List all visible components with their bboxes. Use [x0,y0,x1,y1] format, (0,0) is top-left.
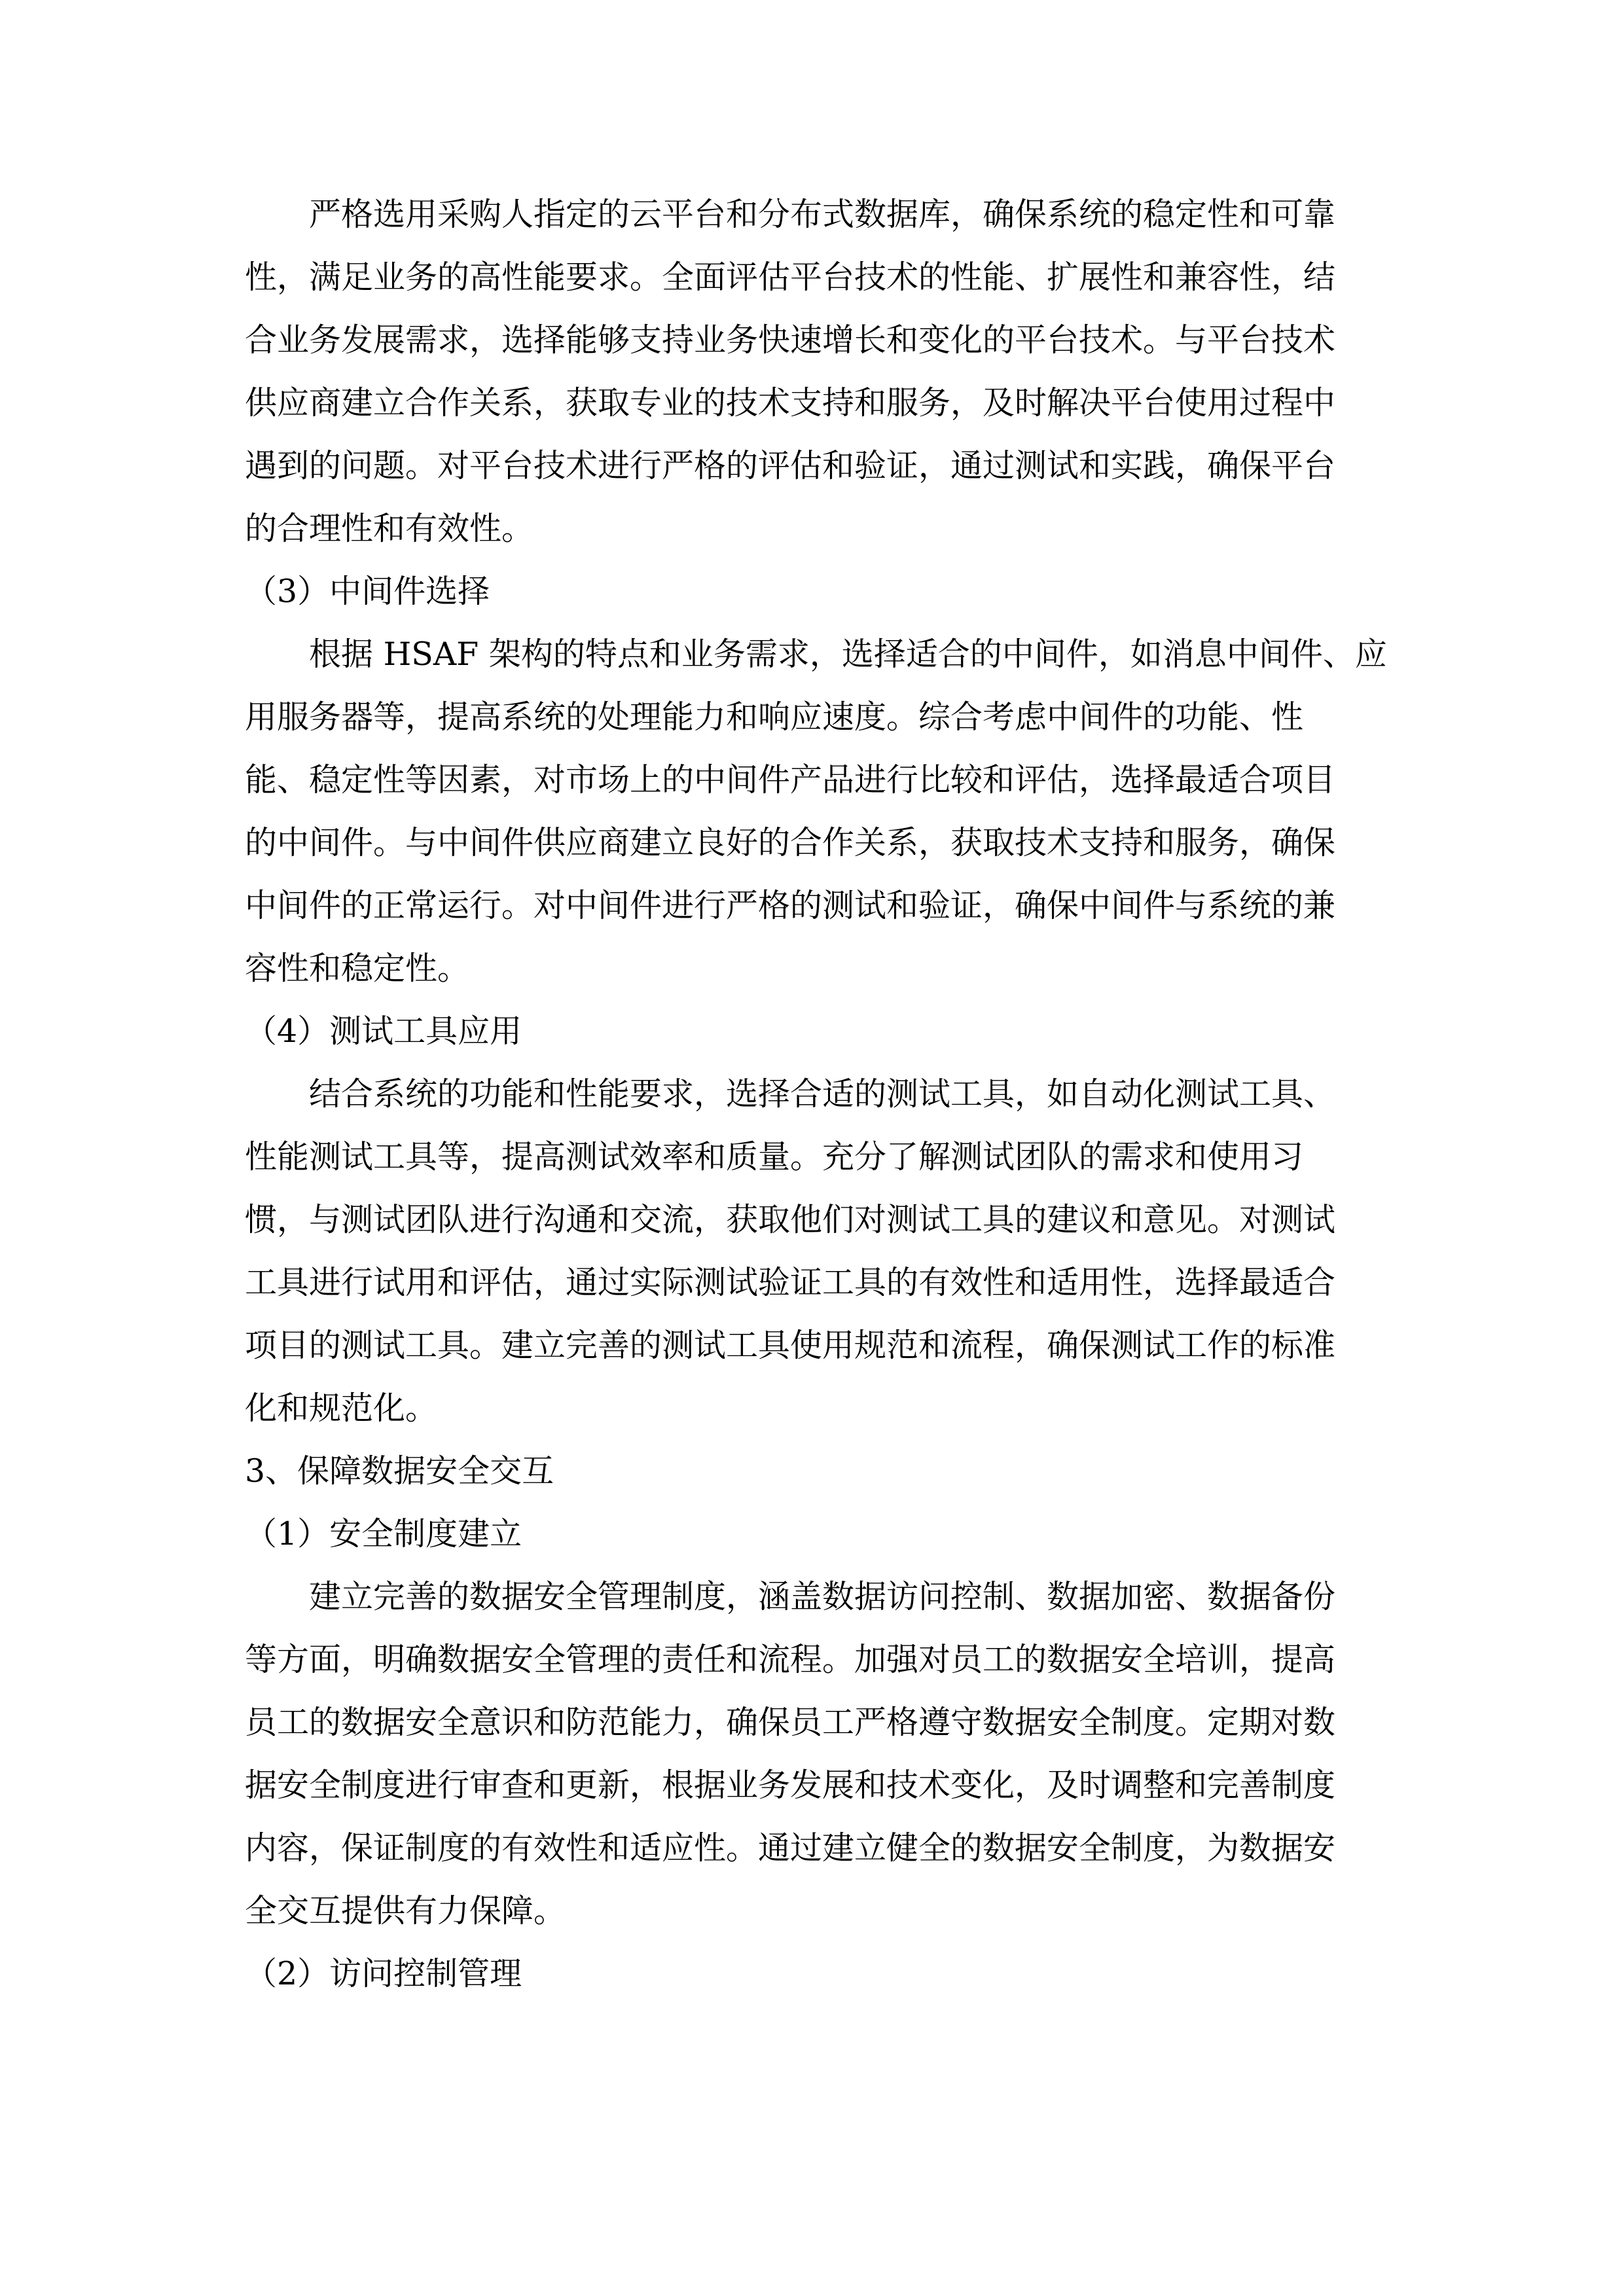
document-body [245,183,1388,2005]
text-line: 据安全制度进行审查和更新，根据业务发展和技术变化，及时调整和完善制度 [245,1767,1336,1804]
text-line: 建立完善的数据安全管理制度，涵盖数据访问控制、数据加密、数据备份 [309,1578,1336,1615]
text-line: 中间件的正常运行。对中间件进行严格的测试和验证，确保中间件与系统的兼 [245,887,1336,924]
text-line: 项目的测试工具。建立完善的测试工具使用规范和流程，确保测试工作的标准 [245,1327,1336,1364]
heading-middleware-selection: （3）中间件选择 [245,573,490,610]
text-line: 遇到的问题。对平台技术进行严格的评估和验证，通过测试和实践，确保平台 [245,447,1336,484]
text-line: 化和规范化。 [245,1390,438,1427]
text-line: 惯，与测试团队进行沟通和交流，获取他们对测试工具的建议和意见。对测试 [245,1201,1336,1238]
text-line: 结合系统的功能和性能要求，选择合适的测试工具，如自动化测试工具、 [309,1075,1336,1113]
heading-testing-tools: （4）测试工具应用 [245,1013,522,1050]
text-line: 性能测试工具等，提高测试效率和质量。充分了解测试团队的需求和使用习 [245,1138,1304,1175]
text-line: 内容，保证制度的有效性和适应性。通过建立健全的数据安全制度，为数据安 [245,1829,1336,1867]
text-line: 能、稳定性等因素，对市场上的中间件产品进行比较和评估，选择最适合项目 [245,761,1336,798]
text-line: 性，满足业务的高性能要求。全面评估平台技术的性能、扩展性和兼容性，结 [245,259,1336,296]
text-line: 的中间件。与中间件供应商建立良好的合作关系，获取技术支持和服务，确保 [245,824,1336,861]
text-line: 全交互提供有力保障。 [245,1892,566,1929]
heading-security-system: （1）安全制度建立 [245,1515,522,1552]
section-heading-data-security: 3、保障数据安全交互 [245,1452,554,1490]
text-line: 合业务发展需求，选择能够支持业务快速增长和变化的平台技术。与平台技术 [245,321,1336,359]
text-line: 等方面，明确数据安全管理的责任和流程。加强对员工的数据安全培训，提高 [245,1641,1336,1678]
text-line: 容性和稳定性。 [245,950,470,987]
text-line: 的合理性和有效性。 [245,510,534,547]
paragraph-testing-tools [245,1063,1388,1440]
text-line: 严格选用采购人指定的云平台和分布式数据库，确保系统的稳定性和可靠 [309,196,1336,233]
heading-access-control: （2）访问控制管理 [245,1955,522,1992]
paragraph-security-system [245,1566,1388,1943]
paragraph-platform-selection [245,183,1388,560]
text-line: 工具进行试用和评估，通过实际测试验证工具的有效性和适用性，选择最适合 [245,1264,1336,1301]
text-line: 用服务器等，提高系统的处理能力和响应速度。综合考虑中间件的功能、性 [245,698,1304,736]
paragraph-middleware [245,623,1388,1000]
text-line: 员工的数据安全意识和防范能力，确保员工严格遵守数据安全制度。定期对数 [245,1704,1336,1741]
text-line: 根据 HSAF 架构的特点和业务需求，选择适合的中间件，如消息中间件、应 [309,636,1387,673]
text-line: 供应商建立合作关系，获取专业的技术支持和服务，及时解决平台使用过程中 [245,384,1336,422]
